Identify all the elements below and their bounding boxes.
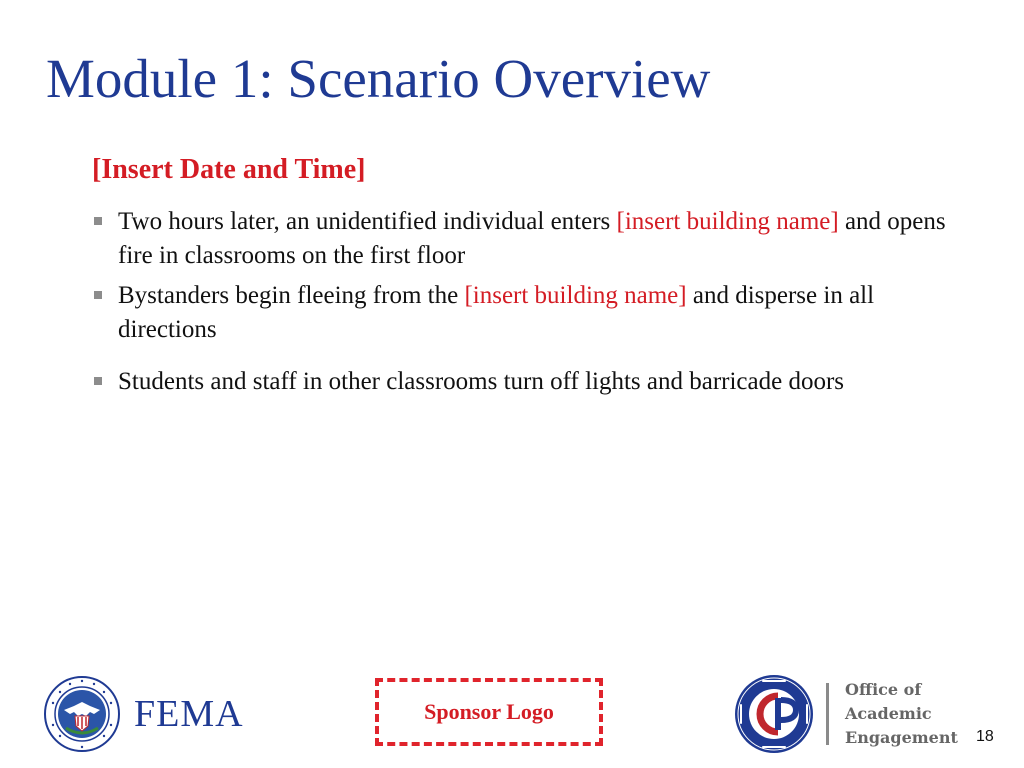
scenario-bullet-list bbox=[92, 205, 962, 399]
ocp-line-3: Engagement bbox=[845, 728, 958, 747]
bullet-item-3 bbox=[92, 365, 962, 399]
fema-wordmark: FEMA bbox=[134, 693, 244, 735]
bullet-1-text-b: and opens fire in classrooms on the first floor bbox=[118, 208, 946, 269]
bullet-1-building-placeholder: [insert building name] bbox=[616, 208, 839, 235]
sponsor-logo-placeholder bbox=[375, 678, 603, 746]
bullet-2-text-b: and disperse in all directions bbox=[118, 282, 875, 343]
fema-logo bbox=[44, 676, 244, 752]
date-time-placeholder: [Insert Date and Time] bbox=[92, 154, 366, 185]
campus-resilience-seal-icon bbox=[734, 674, 814, 754]
bullet-item-2 bbox=[92, 279, 962, 347]
ocp-text bbox=[845, 678, 958, 750]
sponsor-logo-label: Sponsor Logo bbox=[424, 699, 554, 724]
bullet-1-text-a: Two hours later, an unidentified individual enters bbox=[118, 208, 617, 235]
square-bullet-icon bbox=[94, 377, 102, 385]
office-of-academic-engagement-logo bbox=[734, 674, 958, 754]
page-number: 18 bbox=[976, 728, 994, 745]
slide-title: Module 1: Scenario Overview bbox=[46, 48, 711, 109]
ocp-line-1: Office of bbox=[845, 680, 922, 699]
bullet-2-building-placeholder: [insert building name] bbox=[464, 282, 687, 309]
square-bullet-icon bbox=[94, 291, 102, 299]
bullet-item-1 bbox=[92, 205, 962, 273]
logo-divider bbox=[826, 683, 829, 745]
dhs-seal-icon bbox=[44, 676, 120, 752]
ocp-line-2: Academic bbox=[845, 704, 932, 723]
bullet-2-text-a: Bystanders begin fleeing from the bbox=[118, 282, 465, 309]
bullet-3-text: Students and staff in other classrooms turn off lights and barricade doors bbox=[118, 368, 845, 395]
square-bullet-icon bbox=[94, 217, 102, 225]
